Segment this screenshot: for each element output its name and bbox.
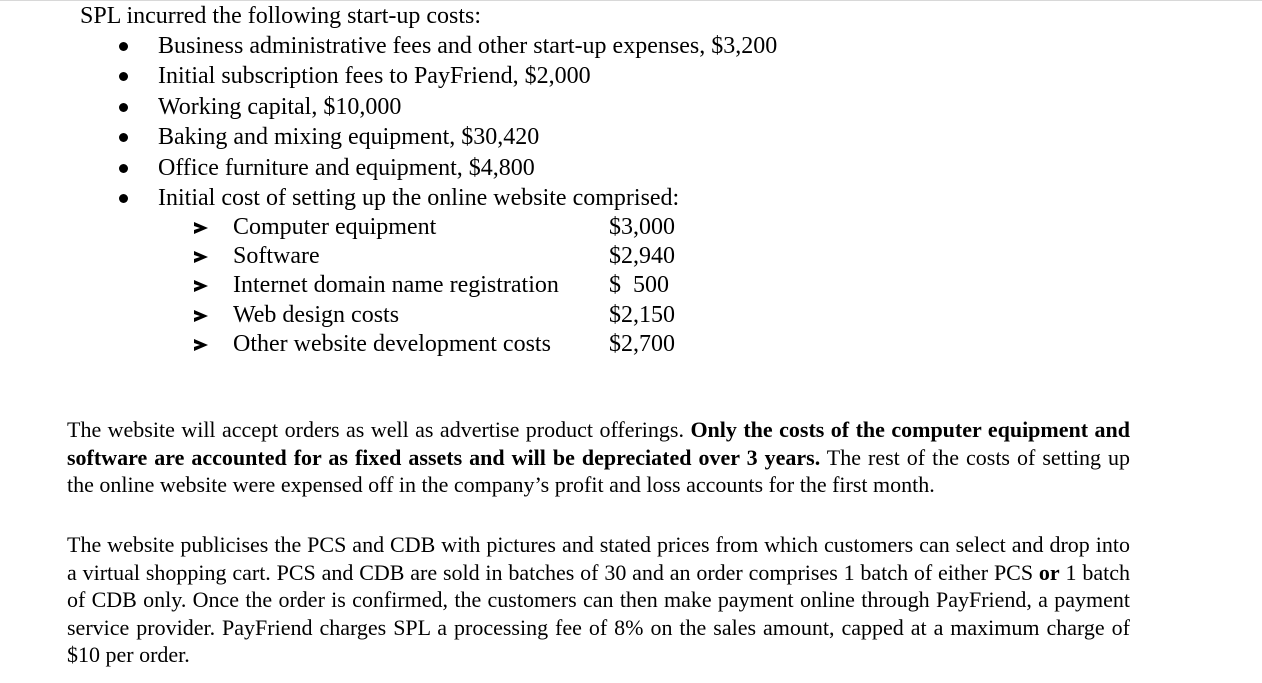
website-cost-label: Other website development costs	[233, 330, 551, 357]
arrow-bullet-icon	[194, 310, 208, 322]
website-cost-amount: $ 500	[609, 272, 669, 299]
list-item-text: Initial cost of setting up the online website comprised:	[158, 184, 680, 211]
bullet-icon	[119, 164, 128, 173]
list-item-text: Office furniture and equipment, $4,800	[158, 154, 535, 181]
arrow-bullet-icon	[194, 280, 208, 292]
paragraph-text: 1 batch of CDB only. Once the order is confirmed, the customers can then make payment online through PayFriend, a payment service provider. PayFriend charges SPL a processing fee of 8% on the sales amount, capped at a maximum charge of $10 per order.	[67, 559, 1130, 667]
website-cost-amount: $2,700	[609, 330, 675, 357]
website-cost-label: Web design costs	[233, 301, 400, 328]
bullet-icon	[119, 103, 128, 112]
bullet-icon	[119, 72, 128, 81]
list-item-text: Business administrative fees and other start-up expenses, $3,200	[158, 33, 778, 59]
website-cost-label: Software	[233, 243, 320, 270]
paragraph-bold-text: Only the costs of the computer equipment and software are accounted for as fixed assets and will be depreciated over 3 years.	[67, 417, 1130, 470]
website-cost-amount: $2,150	[609, 301, 675, 328]
bullet-icon	[119, 194, 128, 203]
paragraph-website-accounting	[67, 416, 1130, 499]
website-cost-amount: $2,940	[609, 243, 675, 270]
arrow-bullet-icon	[194, 339, 208, 351]
bullet-icon	[119, 133, 128, 142]
paragraph-website-ordering	[67, 531, 1130, 669]
paragraph-bold-text: or	[1038, 559, 1060, 585]
list-item-text: Initial subscription fees to PayFriend, $2,000	[158, 63, 591, 90]
arrow-bullet-icon	[194, 222, 208, 234]
list-item-text: Baking and mixing equipment, $30,420	[158, 124, 540, 151]
website-cost-label: Internet domain name registration	[233, 272, 559, 299]
list-item-text: Working capital, $10,000	[158, 93, 402, 120]
arrow-bullet-icon	[194, 251, 208, 263]
website-cost-label: Computer equipment	[233, 214, 437, 240]
intro-line: SPL incurred the following start-up costs:	[80, 3, 482, 29]
website-cost-amount: $3,000	[609, 214, 675, 240]
paragraph-text: The rest of the costs of setting up the online website were expensed off in the company’s profit and loss accounts for the first month.	[67, 444, 1130, 497]
paragraph-text: The website publicises the PCS and CDB with pictures and stated prices from which customers can select and drop into a virtual shopping cart. PCS and CDB are sold in batches of 30 and an order comprises 1 batch of either PCS	[67, 532, 1130, 585]
paragraph-text: The website will accept orders as well as advertise product offerings.	[67, 417, 691, 442]
bullet-icon	[119, 42, 128, 51]
